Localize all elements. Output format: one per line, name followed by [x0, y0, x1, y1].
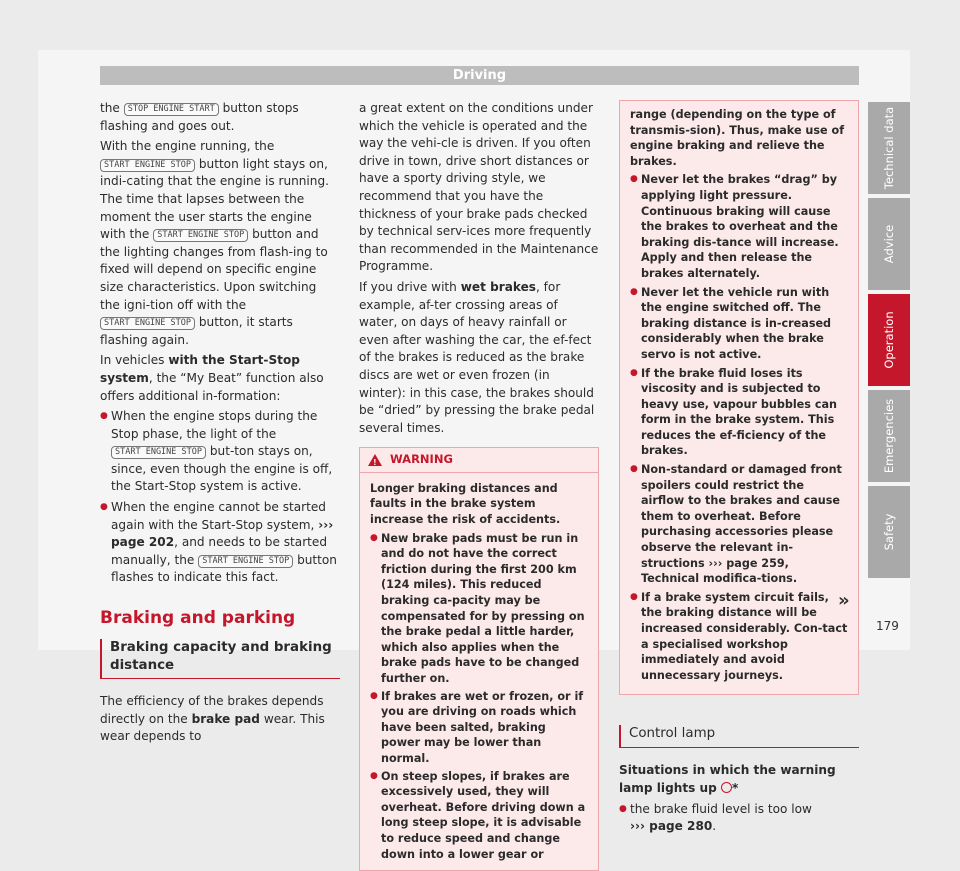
- text: the brake fluid level is too low: [630, 801, 812, 816]
- tab-label: Advice: [882, 224, 896, 264]
- text: Situations in which the warning lamp lights up: [619, 763, 836, 795]
- text: button and the lighting changes from flash-ing to fixed will depend on specific engine size characteristics. Upon switching the igni-tion off with the: [100, 227, 328, 312]
- text: button, it starts flashing again.: [100, 315, 293, 347]
- warning-body: [360, 473, 598, 870]
- text: button flashes to indicate this fact.: [111, 552, 337, 585]
- start-engine-stop-button-label: START ENGINE STOP: [153, 229, 248, 242]
- column-2: [359, 100, 599, 871]
- text: In vehicles: [100, 353, 165, 368]
- page-reference-link[interactable]: ››› page 259, Technical modifica-tions: [641, 556, 793, 586]
- text: , the “My Beat” function also offers additional in-formation:: [100, 370, 324, 403]
- column-3: [619, 100, 859, 839]
- tab-emergencies[interactable]: [868, 390, 910, 482]
- warning-header: [360, 448, 598, 473]
- text: The efficiency of the brakes depends directly on the: [100, 694, 324, 726]
- paragraph: [619, 762, 859, 797]
- bold-text: wet brakes: [460, 279, 536, 294]
- text: wear. This wear depends to: [100, 711, 325, 744]
- section-title: Braking and parking: [100, 608, 296, 629]
- brake-warning-lamp-icon: [721, 782, 732, 793]
- paragraph: [359, 279, 599, 437]
- chapter-tabs: [868, 102, 910, 582]
- tab-label: Technical data: [882, 106, 896, 190]
- text: When the engine cannot be started again with the Start-Stop system,: [111, 500, 326, 532]
- tab-advice[interactable]: [868, 198, 910, 290]
- text: .: [792, 572, 798, 586]
- warning-bullet: [630, 462, 848, 587]
- warning-bullet: ● Never let the vehicle run with the engine switched off. The braking distance is in-creased considerably when the brake servo is not active.: [630, 285, 848, 363]
- warning-bullet: ● If the brake fluid loses its viscosity and is subjected to heavy use, vapour bubbles can form in the brake system. This reduces the ef-ficiency of the brakes.: [630, 366, 848, 460]
- warning-bullet: ● On steep slopes, if brakes are excessively used, they will overheat. Before driving down a long steep slope, it is advisable to reduce speed and change down into a lower gear or: [370, 769, 588, 863]
- warning-label: WARNING: [390, 452, 453, 467]
- paragraph: [100, 693, 340, 746]
- text: .: [712, 819, 717, 834]
- page-header: Driving: [100, 66, 859, 85]
- tab-label: Emergencies: [882, 398, 896, 474]
- text: When the engine stops during the Stop phase, the light of the: [111, 409, 318, 441]
- text: but-ton stays on, since, even though the engine is off, the Start-Stop system is active.: [111, 444, 333, 494]
- control-lamp-title: Control lamp: [619, 725, 859, 748]
- start-engine-stop-button-label: START ENGINE STOP: [100, 159, 195, 172]
- stop-engine-start-button-label: STOP ENGINE START: [124, 103, 219, 116]
- warning-box: [359, 447, 599, 871]
- text: With the engine running, the: [100, 139, 275, 154]
- page-number: 179: [876, 619, 899, 633]
- start-engine-stop-button-label: START ENGINE STOP: [100, 317, 195, 330]
- tab-label: Operation: [882, 311, 896, 369]
- warning-bullet: ● If a brake system circuit fails, the braking distance will be increased considerably. Con-tact a specialised workshop immediately and avoid unnecessary journeys.: [630, 590, 848, 684]
- warning-bullet: ● New brake pads must be run in and do not have the correct friction during the first 200 km (124 miles). This reduced braking ca-pacity may be compensated for by pressing on the brake pedal a little harder, which also applies when the brake pads have to be changed further on.: [370, 531, 588, 687]
- bullet-item: [100, 499, 340, 587]
- text: , and needs to be started manually, the: [111, 535, 328, 567]
- text: If you drive with: [359, 279, 457, 294]
- warning-bullet: ● Never let the brakes “drag” by applying light pressure. Continuous braking will cause the brakes to overheat and the braking dis-tance will increase. Apply and then release the brakes alternately.: [630, 172, 848, 281]
- text: *: [732, 780, 739, 795]
- paragraph: [100, 138, 340, 349]
- paragraph: [100, 352, 340, 405]
- page-reference-link[interactable]: ››› page 280: [630, 819, 713, 834]
- tab-label: Safety: [882, 513, 896, 551]
- start-engine-stop-button-label: START ENGINE STOP: [198, 555, 293, 568]
- text: button light stays on, indi-cating that the engine is running. The time that lapses between the moment the user starts the engine with the: [100, 156, 329, 242]
- tab-operation[interactable]: [868, 294, 910, 386]
- page-reference-link[interactable]: ››› page 202: [111, 517, 334, 550]
- subsection-title: Braking capacity and braking distance: [100, 639, 340, 679]
- bold-text: brake pad: [191, 711, 260, 726]
- start-engine-stop-button-label: START ENGINE STOP: [111, 446, 206, 459]
- text: Non-standard or damaged front spoilers could restrict the airflow to the brakes and cause them to overheat. Before purchasing accessories please observe the relevant in-structions: [641, 463, 842, 570]
- text: , for example, af-ter crossing areas of water, on days of heavy rainfall or even after washing the car, the ef-fect of the brakes is reduced as the brake discs are wet or even frozen (in winter): in this case, the brakes should be “dried” by pressing the brake pedal several times.: [359, 279, 595, 435]
- continued-arrow-icon: »: [838, 590, 850, 611]
- bullet-item: [100, 408, 340, 496]
- warning-bullet: ● If brakes are wet or frozen, or if you are driving on roads which have been salted, braking power may be lower than normal.: [370, 689, 588, 767]
- tab-technical-data[interactable]: [868, 102, 910, 194]
- text: button stops flashing and goes out.: [100, 101, 299, 133]
- tab-safety[interactable]: [868, 486, 910, 578]
- warning-intro: Longer braking distances and faults in the brake system increase the risk of accidents.: [370, 481, 561, 527]
- text: the: [100, 101, 120, 115]
- warning-triangle-icon: [368, 454, 382, 466]
- warning-box-continued: [619, 100, 859, 695]
- paragraph: a great extent on the conditions under which the vehicle is operated and the way the vehi-cle is driven. If you often drive in town, drive short distances or have a sporty driving style, we recommend that you have the thickness of your brake pads checked by technical serv-ices more frequently than recommended in the Maintenance Programme.: [359, 101, 599, 274]
- paragraph: [100, 100, 340, 135]
- bold-text: with the Start-Stop system: [100, 353, 300, 385]
- column-1: [100, 100, 340, 749]
- warning-continued-text: range (depending on the type of transmis-sion). Thus, make use of engine braking and relieve the brakes.: [630, 108, 845, 168]
- bullet-item: [619, 801, 859, 836]
